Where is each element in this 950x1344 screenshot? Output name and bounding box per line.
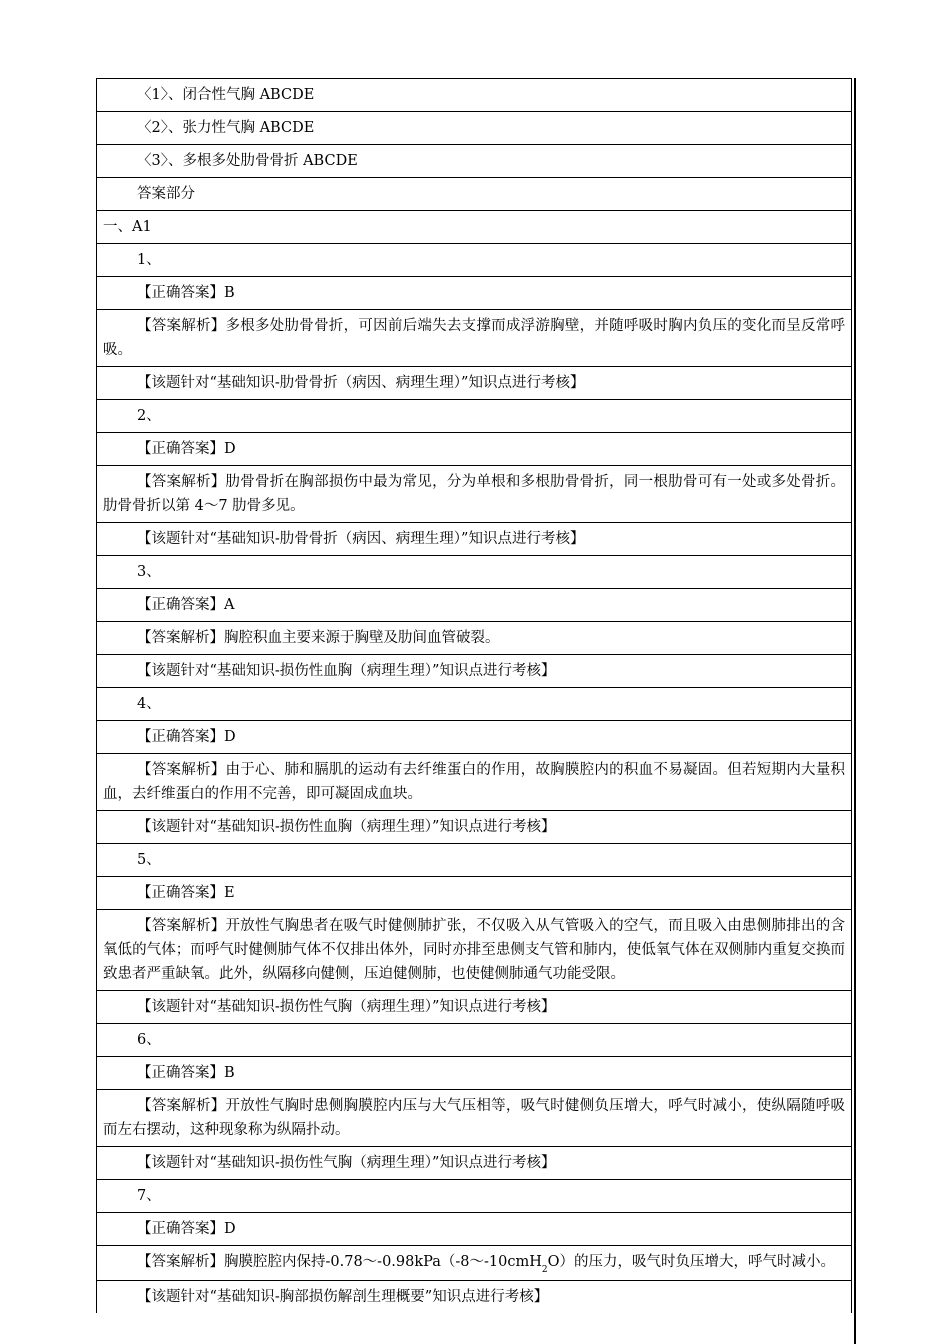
row-text-tail: O）的压力，吸气时负压增大，呼气时减小。 [547, 1254, 836, 1270]
answer-table [96, 78, 852, 1313]
table-row [97, 1213, 852, 1246]
row-text: 6、 [137, 1032, 161, 1048]
row-text: 【该题针对“基础知识-损伤性血胸（病理生理）”知识点进行考核】 [137, 819, 556, 835]
table-cell [97, 211, 852, 244]
table-cell [97, 433, 852, 466]
row-text: 3、 [137, 564, 161, 580]
row-text: 【该题针对“基础知识-损伤性气胸（病理生理）”知识点进行考核】 [137, 1155, 556, 1171]
table-cell [97, 721, 852, 754]
row-text: 【答案解析】开放性气胸患者在吸气时健侧肺扩张，不仅吸入从气管吸入的空气，而且吸入由患侧肺排出的含氧低的气体；而呼气时健侧肺气体不仅排出体外，同时亦排至患侧支气管和肺内，使低氧气体在双侧肺内重复交换而致患者严重缺氧。此外，纵隔移向健侧，压迫健侧肺，也使健侧肺通气功能受限。 [103, 918, 845, 982]
table-cell [97, 145, 852, 178]
table-cell [97, 244, 852, 277]
table-cell [97, 1147, 852, 1180]
table-row [97, 466, 852, 523]
table-row [97, 211, 852, 244]
table-row [97, 1180, 852, 1213]
row-text: 【正确答案】D [137, 729, 236, 745]
table-row [97, 1281, 852, 1314]
table-row [97, 1246, 852, 1281]
row-text: 【答案解析】由于心、肺和膈肌的运动有去纤维蛋白的作用，故胸膜腔内的积血不易凝固。但若短期内大量积血，去纤维蛋白的作用不完善，即可凝固成血块。 [103, 762, 845, 802]
table-row [97, 112, 852, 145]
row-text: 答案部分 [137, 186, 195, 202]
table-cell [97, 112, 852, 145]
table-cell [97, 556, 852, 589]
table-cell [97, 466, 852, 523]
row-text: 一、A1 [103, 219, 152, 235]
row-text: 【答案解析】开放性气胸时患侧胸膜腔内压与大气压相等，吸气时健侧负压增大，呼气时减小，使纵隔随呼吸而左右摆动，这种现象称为纵隔扑动。 [103, 1098, 845, 1138]
table-row [97, 910, 852, 991]
row-text: 【该题针对“基础知识-损伤性气胸（病理生理）”知识点进行考核】 [137, 999, 556, 1015]
table-row [97, 688, 852, 721]
table-row [97, 721, 852, 754]
table-cell [97, 991, 852, 1024]
row-text: 〈2〉、张力性气胸 ABCDE [137, 120, 315, 136]
table-cell [97, 877, 852, 910]
row-text: 【正确答案】D [137, 441, 236, 457]
table-cell [97, 1246, 852, 1281]
row-text: 【该题针对“基础知识-胸部损伤解剖生理概要”知识点进行考核】 [137, 1289, 549, 1305]
row-text: 【正确答案】E [137, 885, 235, 901]
row-text: 【答案解析】肋骨骨折在胸部损伤中最为常见，分为单根和多根肋骨骨折，同一根肋骨可有一处或多处骨折。肋骨骨折以第 4～7 肋骨多见。 [103, 474, 845, 514]
table-row [97, 811, 852, 844]
table-cell [97, 910, 852, 991]
row-text: 【该题针对“基础知识-肋骨骨折（病因、病理生理）”知识点进行考核】 [137, 375, 585, 391]
table-row [97, 367, 852, 400]
table-row [97, 1090, 852, 1147]
table-cell [97, 277, 852, 310]
table-cell [97, 811, 852, 844]
table-cell [97, 79, 852, 112]
table-cell [97, 1024, 852, 1057]
table-row [97, 556, 852, 589]
table-cell [97, 367, 852, 400]
table-row [97, 79, 852, 112]
table-row [97, 178, 852, 211]
table-row [97, 433, 852, 466]
table-row [97, 991, 852, 1024]
table-row [97, 655, 852, 688]
table-cell [97, 1213, 852, 1246]
table-cell [97, 754, 852, 811]
row-text: 【正确答案】B [137, 285, 235, 301]
table-row [97, 877, 852, 910]
table-row [97, 622, 852, 655]
row-text: 【该题针对“基础知识-肋骨骨折（病因、病理生理）”知识点进行考核】 [137, 531, 585, 547]
table-row [97, 1024, 852, 1057]
row-text: 【答案解析】胸腔积血主要来源于胸壁及肋间血管破裂。 [137, 630, 500, 646]
row-text: 【答案解析】胸膜腔腔内保持-0.78～-0.98kPa（-8～-10cmH [137, 1254, 542, 1270]
table-cell [97, 523, 852, 556]
table-row [97, 523, 852, 556]
table-cell [97, 589, 852, 622]
answer-document [96, 78, 852, 1313]
subscript: 2 [541, 1265, 548, 1275]
row-text: 2、 [137, 408, 161, 424]
table-cell [97, 688, 852, 721]
table-row [97, 1147, 852, 1180]
table-cell [97, 622, 852, 655]
table-row [97, 754, 852, 811]
row-text: 【答案解析】多根多处肋骨骨折，可因前后端失去支撑而成浮游胸壁，并随呼吸时胸内负压的变化而呈反常呼吸。 [103, 318, 845, 358]
row-text: 【正确答案】A [137, 597, 235, 613]
table-row [97, 844, 852, 877]
row-text: 〈1〉、闭合性气胸 ABCDE [137, 87, 315, 103]
row-text: 4、 [137, 696, 161, 712]
table-row [97, 244, 852, 277]
table-cell [97, 1281, 852, 1314]
table-row [97, 310, 852, 367]
row-text: 7、 [137, 1188, 161, 1204]
table-cell [97, 844, 852, 877]
row-text: 5、 [137, 852, 161, 868]
table-row [97, 400, 852, 433]
row-text: 1、 [137, 252, 161, 268]
answer-table-body [97, 79, 852, 1314]
row-text: 【正确答案】B [137, 1065, 235, 1081]
table-cell [97, 1057, 852, 1090]
page-right-border [854, 78, 856, 1344]
table-cell [97, 1090, 852, 1147]
table-cell [97, 655, 852, 688]
table-row [97, 277, 852, 310]
table-row [97, 145, 852, 178]
table-cell [97, 310, 852, 367]
table-row [97, 589, 852, 622]
table-cell [97, 400, 852, 433]
row-text: 【正确答案】D [137, 1221, 236, 1237]
row-text: 【该题针对“基础知识-损伤性血胸（病理生理）”知识点进行考核】 [137, 663, 556, 679]
table-row [97, 1057, 852, 1090]
table-cell [97, 178, 852, 211]
row-text: 〈3〉、多根多处肋骨骨折 ABCDE [137, 153, 358, 169]
table-cell [97, 1180, 852, 1213]
